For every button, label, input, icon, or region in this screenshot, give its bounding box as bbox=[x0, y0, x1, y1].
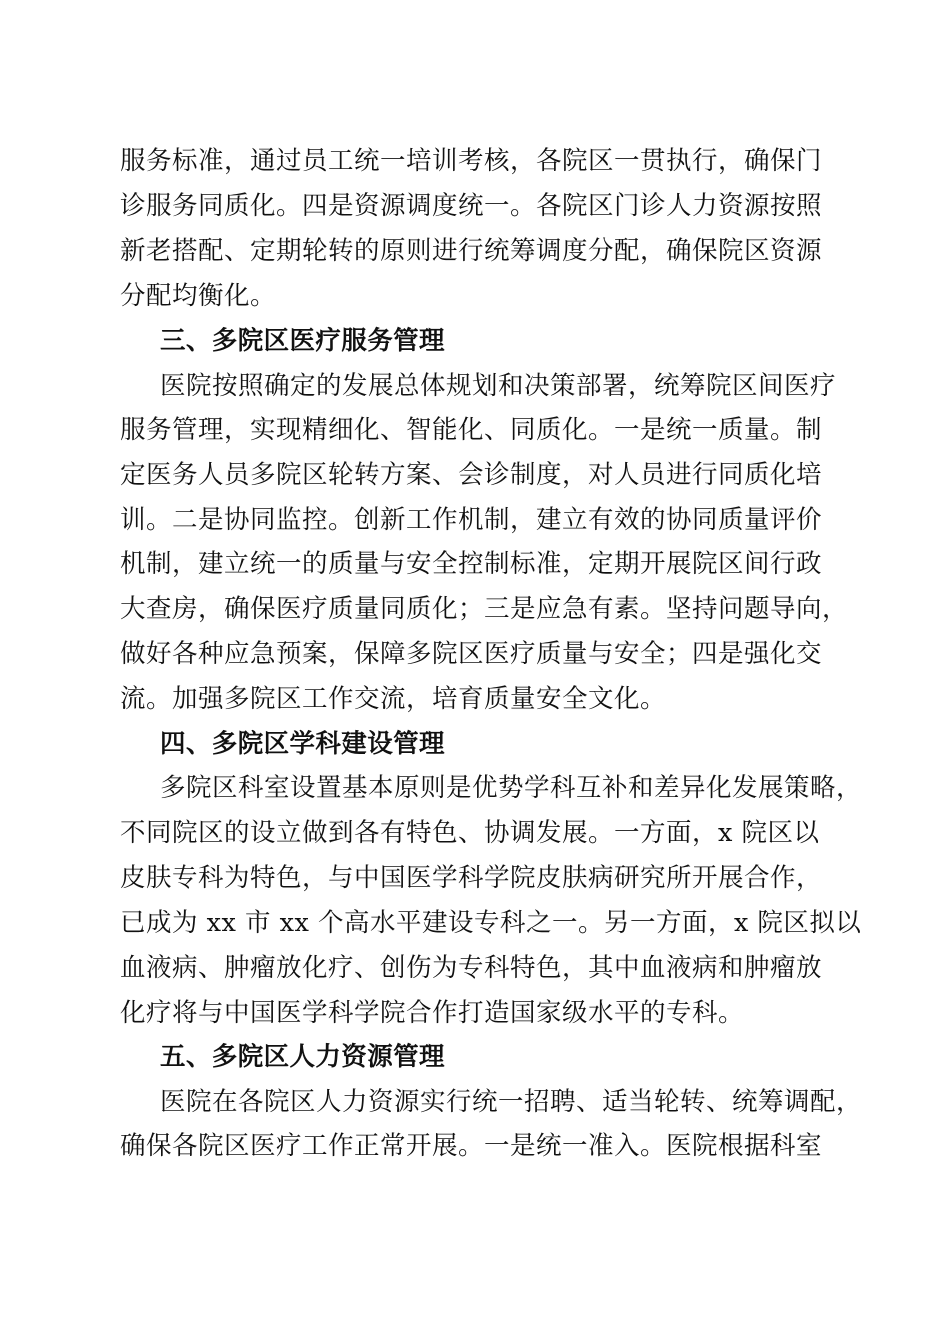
body-text-line: 流。加强多院区工作交流，培育质量安全文化。 bbox=[120, 684, 667, 714]
body-text-line: 新老搭配、定期轮转的原则进行统筹调度分配，确保院区资源 bbox=[120, 236, 823, 266]
body-text-line: 服务管理，实现精细化、智能化、同质化。一是统一质量。制 bbox=[120, 415, 823, 445]
body-text-line: 已成为 xx 市 xx 个高水平建设专科之一。另一方面，x 院区拟以 bbox=[120, 908, 862, 938]
section-heading-4: 四、多院区学科建设管理 bbox=[160, 729, 445, 759]
section-heading-3: 三、多院区医疗服务管理 bbox=[160, 326, 445, 356]
body-text-line: 服务标准，通过员工统一培训考核，各院区一贯执行，确保门 bbox=[120, 146, 823, 176]
body-text-line: 大查房，确保医疗质量同质化；三是应急有素。坚持问题导向， bbox=[120, 594, 849, 624]
body-text-line: 诊服务同质化。四是资源调度统一。各院区门诊人力资源按照 bbox=[120, 191, 823, 221]
body-text-line: 皮肤专科为特色，与中国医学科学院皮肤病研究所开展合作， bbox=[120, 863, 823, 893]
body-text-line: 不同院区的设立做到各有特色、协调发展。一方面，x 院区以 bbox=[120, 818, 820, 848]
body-text-line: 多院区科室设置基本原则是优势学科互补和差异化发展策略， bbox=[160, 773, 863, 803]
body-text-line: 分配均衡化。 bbox=[120, 281, 277, 311]
body-text-line: 医院按照确定的发展总体规划和决策部署，统筹院区间医疗 bbox=[160, 371, 837, 401]
body-text-line: 医院在各院区人力资源实行统一招聘、适当轮转、统筹调配， bbox=[160, 1087, 863, 1117]
body-text-line: 血液病、肿瘤放化疗、创伤为专科特色，其中血液病和肿瘤放 bbox=[120, 953, 823, 983]
body-text-line: 做好各种应急预案，保障多院区医疗质量与安全；四是强化交 bbox=[120, 639, 823, 669]
body-text-line: 确保各院区医疗工作正常开展。一是统一准入。医院根据科室 bbox=[120, 1131, 823, 1161]
section-heading-5: 五、多院区人力资源管理 bbox=[160, 1042, 445, 1072]
body-text-line: 定医务人员多院区轮转方案、会诊制度，对人员进行同质化培 bbox=[120, 460, 823, 490]
body-text-line: 机制，建立统一的质量与安全控制标准，定期开展院区间行政 bbox=[120, 549, 823, 579]
body-text-line: 化疗将与中国医学科学院合作打造国家级水平的专科。 bbox=[120, 998, 745, 1028]
body-text-line: 训。二是协同监控。创新工作机制，建立有效的协同质量评价 bbox=[120, 505, 823, 535]
